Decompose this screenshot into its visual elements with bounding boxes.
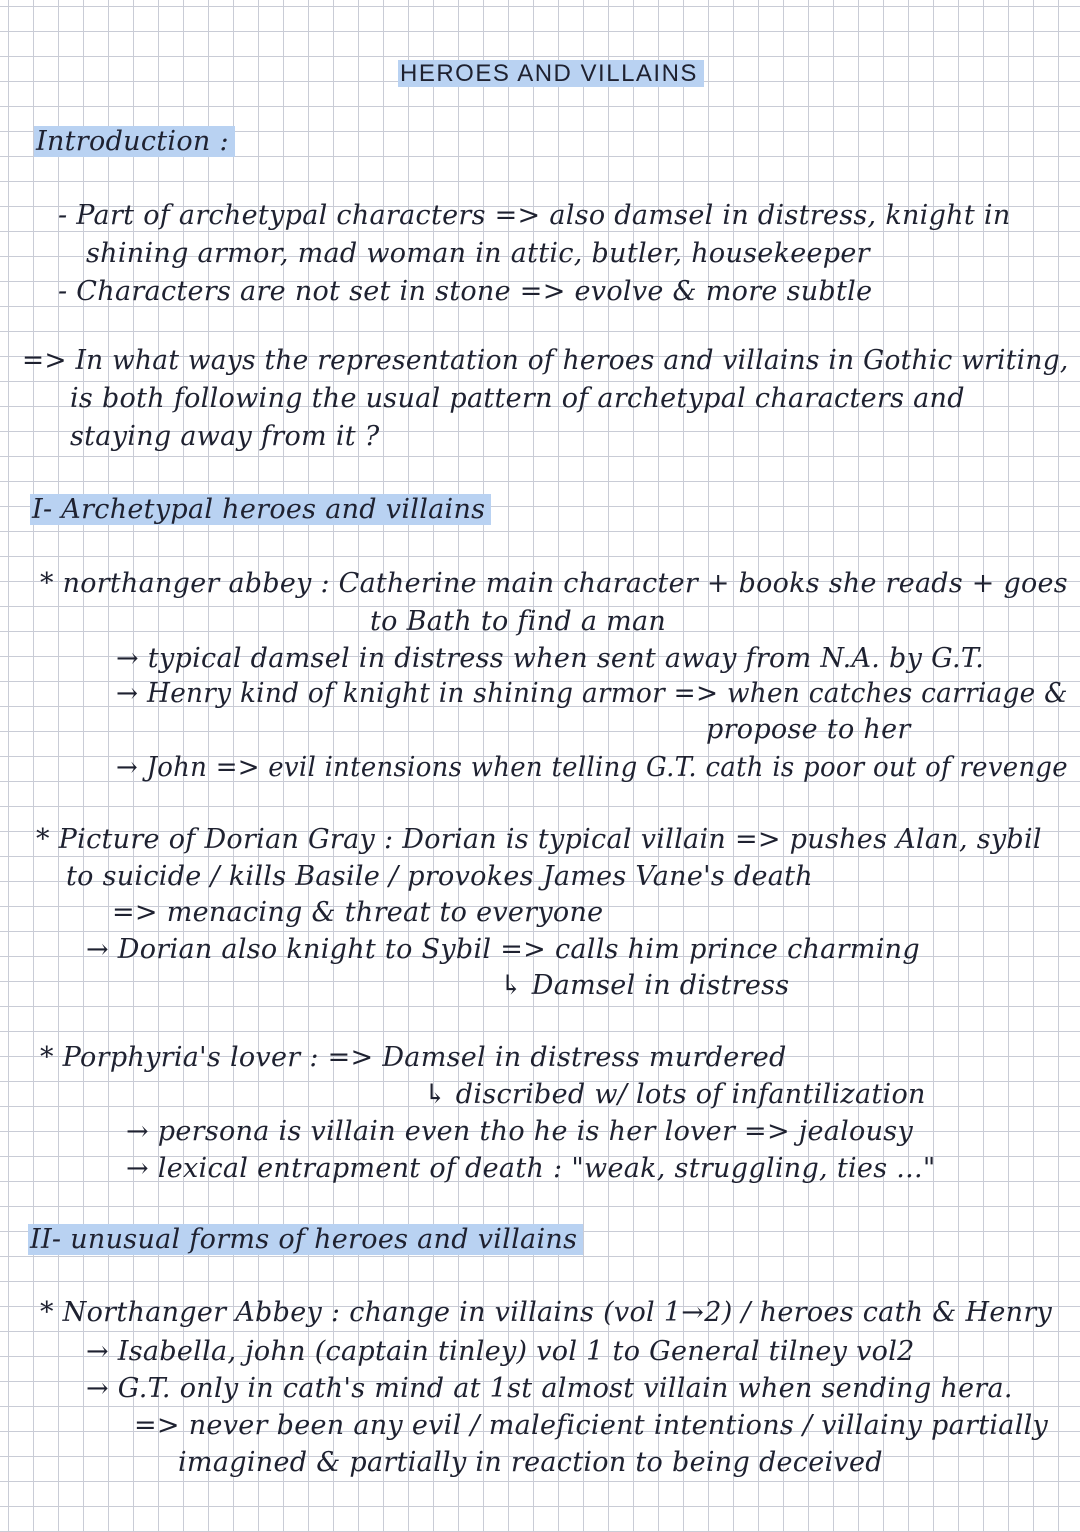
section-2-heading: II- unusual forms of heroes and villains — [28, 1222, 583, 1258]
northanger-2-point-3: => never been any evil / maleficient intentions / villainy partially — [134, 1410, 1049, 1441]
intro-bullet-1: - Part of archetypal characters => also damsel in distress, knight in — [58, 200, 1011, 231]
northanger-point-2-cont: propose to her — [706, 714, 911, 745]
northanger-2-point-1: → Isabella, john (captain tinley) vol 1 to General tilney vol2 — [86, 1336, 915, 1367]
northanger-abbey-note-cont: to Bath to find a man — [370, 606, 667, 637]
northanger-point-2: → Henry kind of knight in shining armor => when catches carriage & — [116, 678, 1068, 709]
northanger-abbey-note: * northanger abbey : Catherine main character + books she reads + goes — [40, 568, 1068, 599]
section-1-heading: I- Archetypal heroes and villains — [30, 492, 491, 528]
intro-question-line-3: staying away from it ? — [70, 421, 380, 452]
porphyria-point-1: → persona is villain even tho he is her lover => jealousy — [126, 1116, 914, 1147]
introduction-heading: Introduction : — [34, 124, 235, 160]
porphyria-point-2: → lexical entrapment of death : "weak, struggling, ties ..." — [126, 1153, 936, 1184]
northanger-abbey-2-note: * Northanger Abbey : change in villains (vol 1→2) / heroes cath & Henry — [40, 1297, 1053, 1328]
northanger-point-1: → typical damsel in distress when sent away from N.A. by G.T. — [116, 643, 985, 674]
northanger-2-point-2: → G.T. only in cath's mind at 1st almost villain when sending hera. — [86, 1373, 1013, 1404]
porphyria-sub: ↳ discribed w/ lots of infantilization — [424, 1079, 926, 1110]
porphyria-note: * Porphyria's lover : => Damsel in distress murdered — [40, 1042, 787, 1073]
dorian-point-1: => menacing & threat to everyone — [112, 897, 604, 928]
page-title: HEROES AND VILLAINS — [398, 56, 704, 92]
dorian-point-2-sub: ↳ Damsel in distress — [500, 970, 790, 1001]
northanger-2-point-3-cont: imagined & partially in reaction to being deceived — [178, 1447, 883, 1478]
intro-question-line-1: => In what ways the representation of heroes and villains in Gothic writing, — [22, 345, 1069, 376]
dorian-gray-note: * Picture of Dorian Gray : Dorian is typical villain => pushes Alan, sybil — [36, 824, 1042, 855]
intro-question-line-2: is both following the usual pattern of archetypal characters and — [70, 383, 965, 414]
dorian-point-2: → Dorian also knight to Sybil => calls him prince charming — [86, 934, 920, 965]
intro-bullet-1-cont: shining armor, mad woman in attic, butler, housekeeper — [86, 238, 870, 269]
northanger-point-3: → John => evil intensions when telling G.T. cath is poor out of revenge — [116, 752, 1068, 783]
intro-bullet-2: - Characters are not set in stone => evolve & more subtle — [58, 276, 873, 307]
dorian-gray-note-cont: to suicide / kills Basile / provokes James Vane's death — [66, 861, 813, 892]
